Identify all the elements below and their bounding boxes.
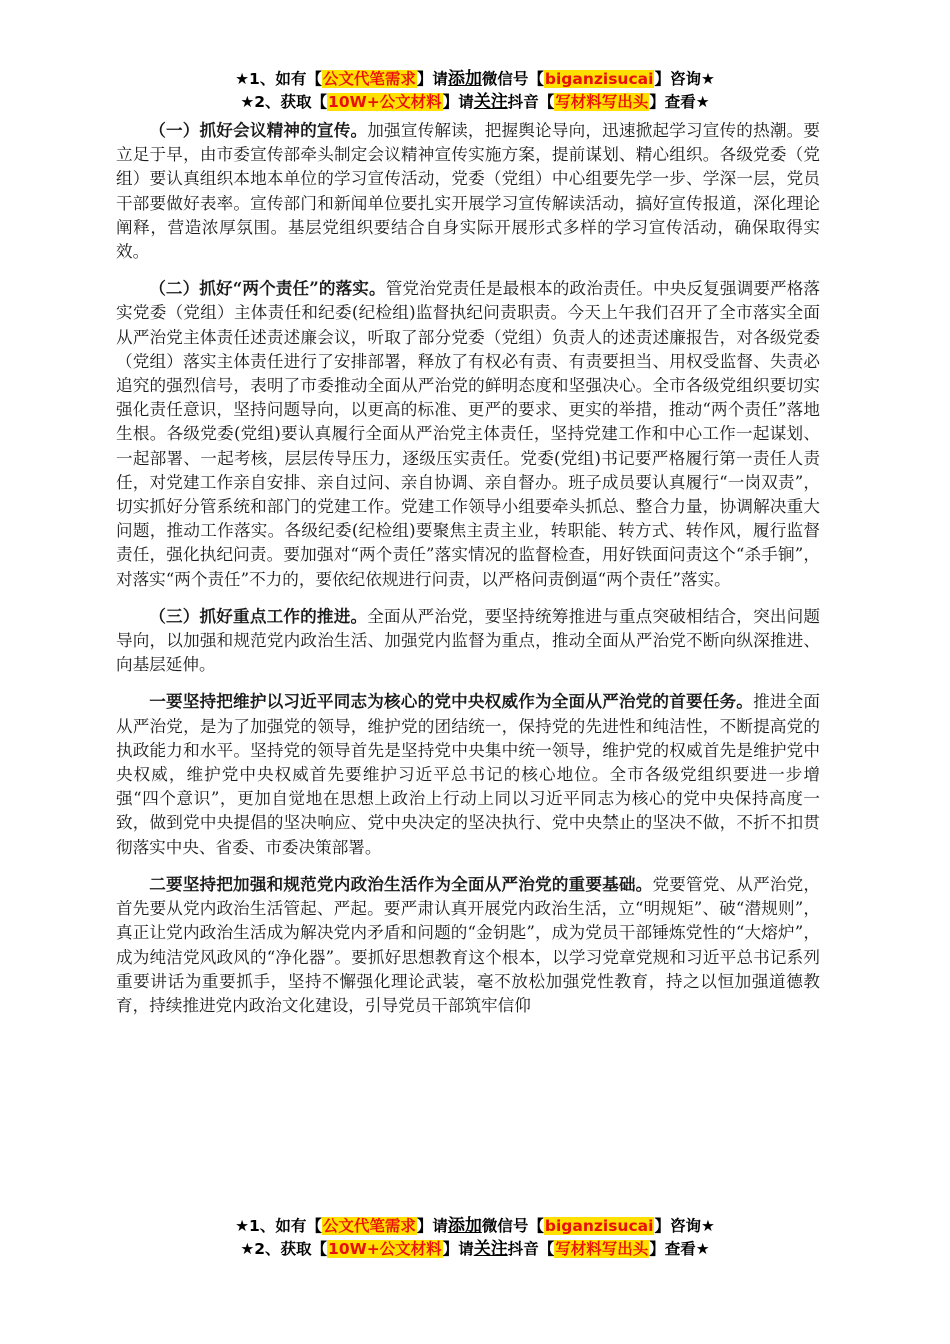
paragraph-2: （二）抓好“两个责任”的落实。管党治党责任是最根本的政治责任。中央反复强调要严格落实党委（党组）主体责任和纪委(纪检组)监督执纪问责职责。今天上午我们召开了全市落实全面从严治党主体责任述责述廉会议，听取了部分党委（党组）负责人的述责述廉报告，对各级党委（党组）落实主体责任进行了安排部署，释放了有权必有责、有责要担当、用权受监督、失责必追究的强烈信号，表明了市委推动全面从严治党的鲜明态度和坚强决心。全市各级党组织要切实强化责任意识，坚持问题导向，以更高的标准、更严的要求、更实的举措，推动“两个责任”落地生根。各级党委(党组)要认真履行全面从严治党主体责任，坚持党建工作和中心工作一起谋划、一起部署、一起考核，层层传导压力，逐级压实责任。党委(党组)书记要严格履行第一责任人责任，对党建工作亲自安排、亲自过问、亲自协调、亲自督办。班子成员要认真履行“一岗双责”，切实抓好分管系统和部门的党建工作。党建工作领导小组要牵头抓总、整合力量，协调解决重大问题，推动工作落实。各级纪委(纪检组)要聚焦主责主业，转职能、转方式、转作风，履行监督责任，强化执纪问责。要加强对“两个责任”落实情况的监督检查，用好铁面问责这个“杀手锏”，对落实“两个责任”不力的，要依纪依规进行问责，以严格问责倒逼“两个责任”落实。 [116, 278, 821, 589]
paragraph-heading: （二）抓好“两个责任”的落实。 [149, 278, 386, 299]
paragraph-3: （三）抓好重点工作的推进。全面从严治党，要坚持统筹推进与重点突破相结合，突出问题导向，以加强和规范党内政治生活、加强党内监督为重点，推动全面从严治党不断向纵深推进、向基层延伸。 [116, 605, 821, 675]
paragraph-5: 二要坚持把加强和规范党内政治生活作为全面从严治党的重要基础。党要管党、从严治党，首先要从党内政治生活管起、严起。要严肃认真开展党内政治生活，立“明规矩”、破“潜规则”，真正让党内政治生活成为解决党内矛盾和问题的“金钥匙”，成为党员干部锤炼党性的“大熔炉”，成为纯洁党风政风的“净化器”。要抓好思想教育这个根本，以学习党章党规和习近平总书记系列重要讲话为重要抓手，坚持不懈强化理论武装，毫不放松加强党性教育，持之以恒加强道德教育，持续推进党内政治文化建设，引导党员干部筑牢信仰 [116, 873, 821, 1015]
footer-banner [0, 1215, 950, 1261]
banner-line-2: ★2、获取【10W+公文材料】请关注抖音【写材料写出头】查看★ [240, 1239, 710, 1259]
paragraph-heading: 二要坚持把加强和规范党内政治生活作为全面从严治党的重要基础。 [149, 873, 653, 894]
wechat-id: biganzisucai [544, 70, 654, 88]
paragraph-heading: （三）抓好重点工作的推进。 [149, 605, 368, 626]
header-banner [0, 68, 950, 114]
paragraph-heading: （一）抓好会议精神的宣传。 [149, 120, 368, 140]
paragraph-heading: 一要坚持把维护以习近平同志为核心的党中央权威作为全面从严治党的首要任务。 [149, 691, 754, 712]
wechat-id: biganzisucai [544, 1217, 654, 1235]
banner-line-1: ★1、如有【公文代笔需求】请添加微信号【biganzisucai】咨询★ [235, 1216, 715, 1236]
paragraph-4: 一要坚持把维护以习近平同志为核心的党中央权威作为全面从严治党的首要任务。推进全面从严治党，是为了加强党的领导，维护党的团结统一，保持党的先进性和纯洁性，不断提高党的执政能力和水平。坚持党的领导首先是坚持党中央集中统一领导，维护党的权威首先是维护党中央权威，维护党中央权威首先要维护习近平总书记的核心地位。全市各级党组织要进一步增强“四个意识”，更加自觉地在思想上政治上行动上同以习近平同志为核心的党中央保持高度一致，做到党中央提倡的坚决响应、党中央决定的坚决执行、党中央禁止的坚决不做，不折不扣贯彻落实中央、省委、市委决策部署。 [116, 691, 821, 857]
douyin-id: 写材料写出头 [555, 93, 649, 111]
douyin-id: 写材料写出头 [555, 1240, 649, 1258]
banner-line-1: ★1、如有【公文代笔需求】请添加微信号【biganzisucai】咨询★ [235, 69, 715, 89]
document-body [116, 118, 820, 1030]
banner-line-2: ★2、获取【10W+公文材料】请关注抖音【写材料写出头】查看★ [240, 92, 710, 112]
paragraph-1: （一）抓好会议精神的宣传。加强宣传解读，把握舆论导向，迅速掀起学习宣传的热潮。要立足于早，由市委宣传部牵头制定会议精神宣传实施方案，提前谋划、精心组织。各级党委（党组）要认真组织本地本单位的学习宣传活动，党委（党组）中心组要先学一步、学深一层，党员干部要做好表率。宣传部门和新闻单位要扎实开展学习宣传解读活动，搞好宣传报道，深化理论阐释，营造浓厚氛围。基层党组织要结合自身实际开展形式多样的学习宣传活动，确保取得实效。 [116, 120, 821, 262]
